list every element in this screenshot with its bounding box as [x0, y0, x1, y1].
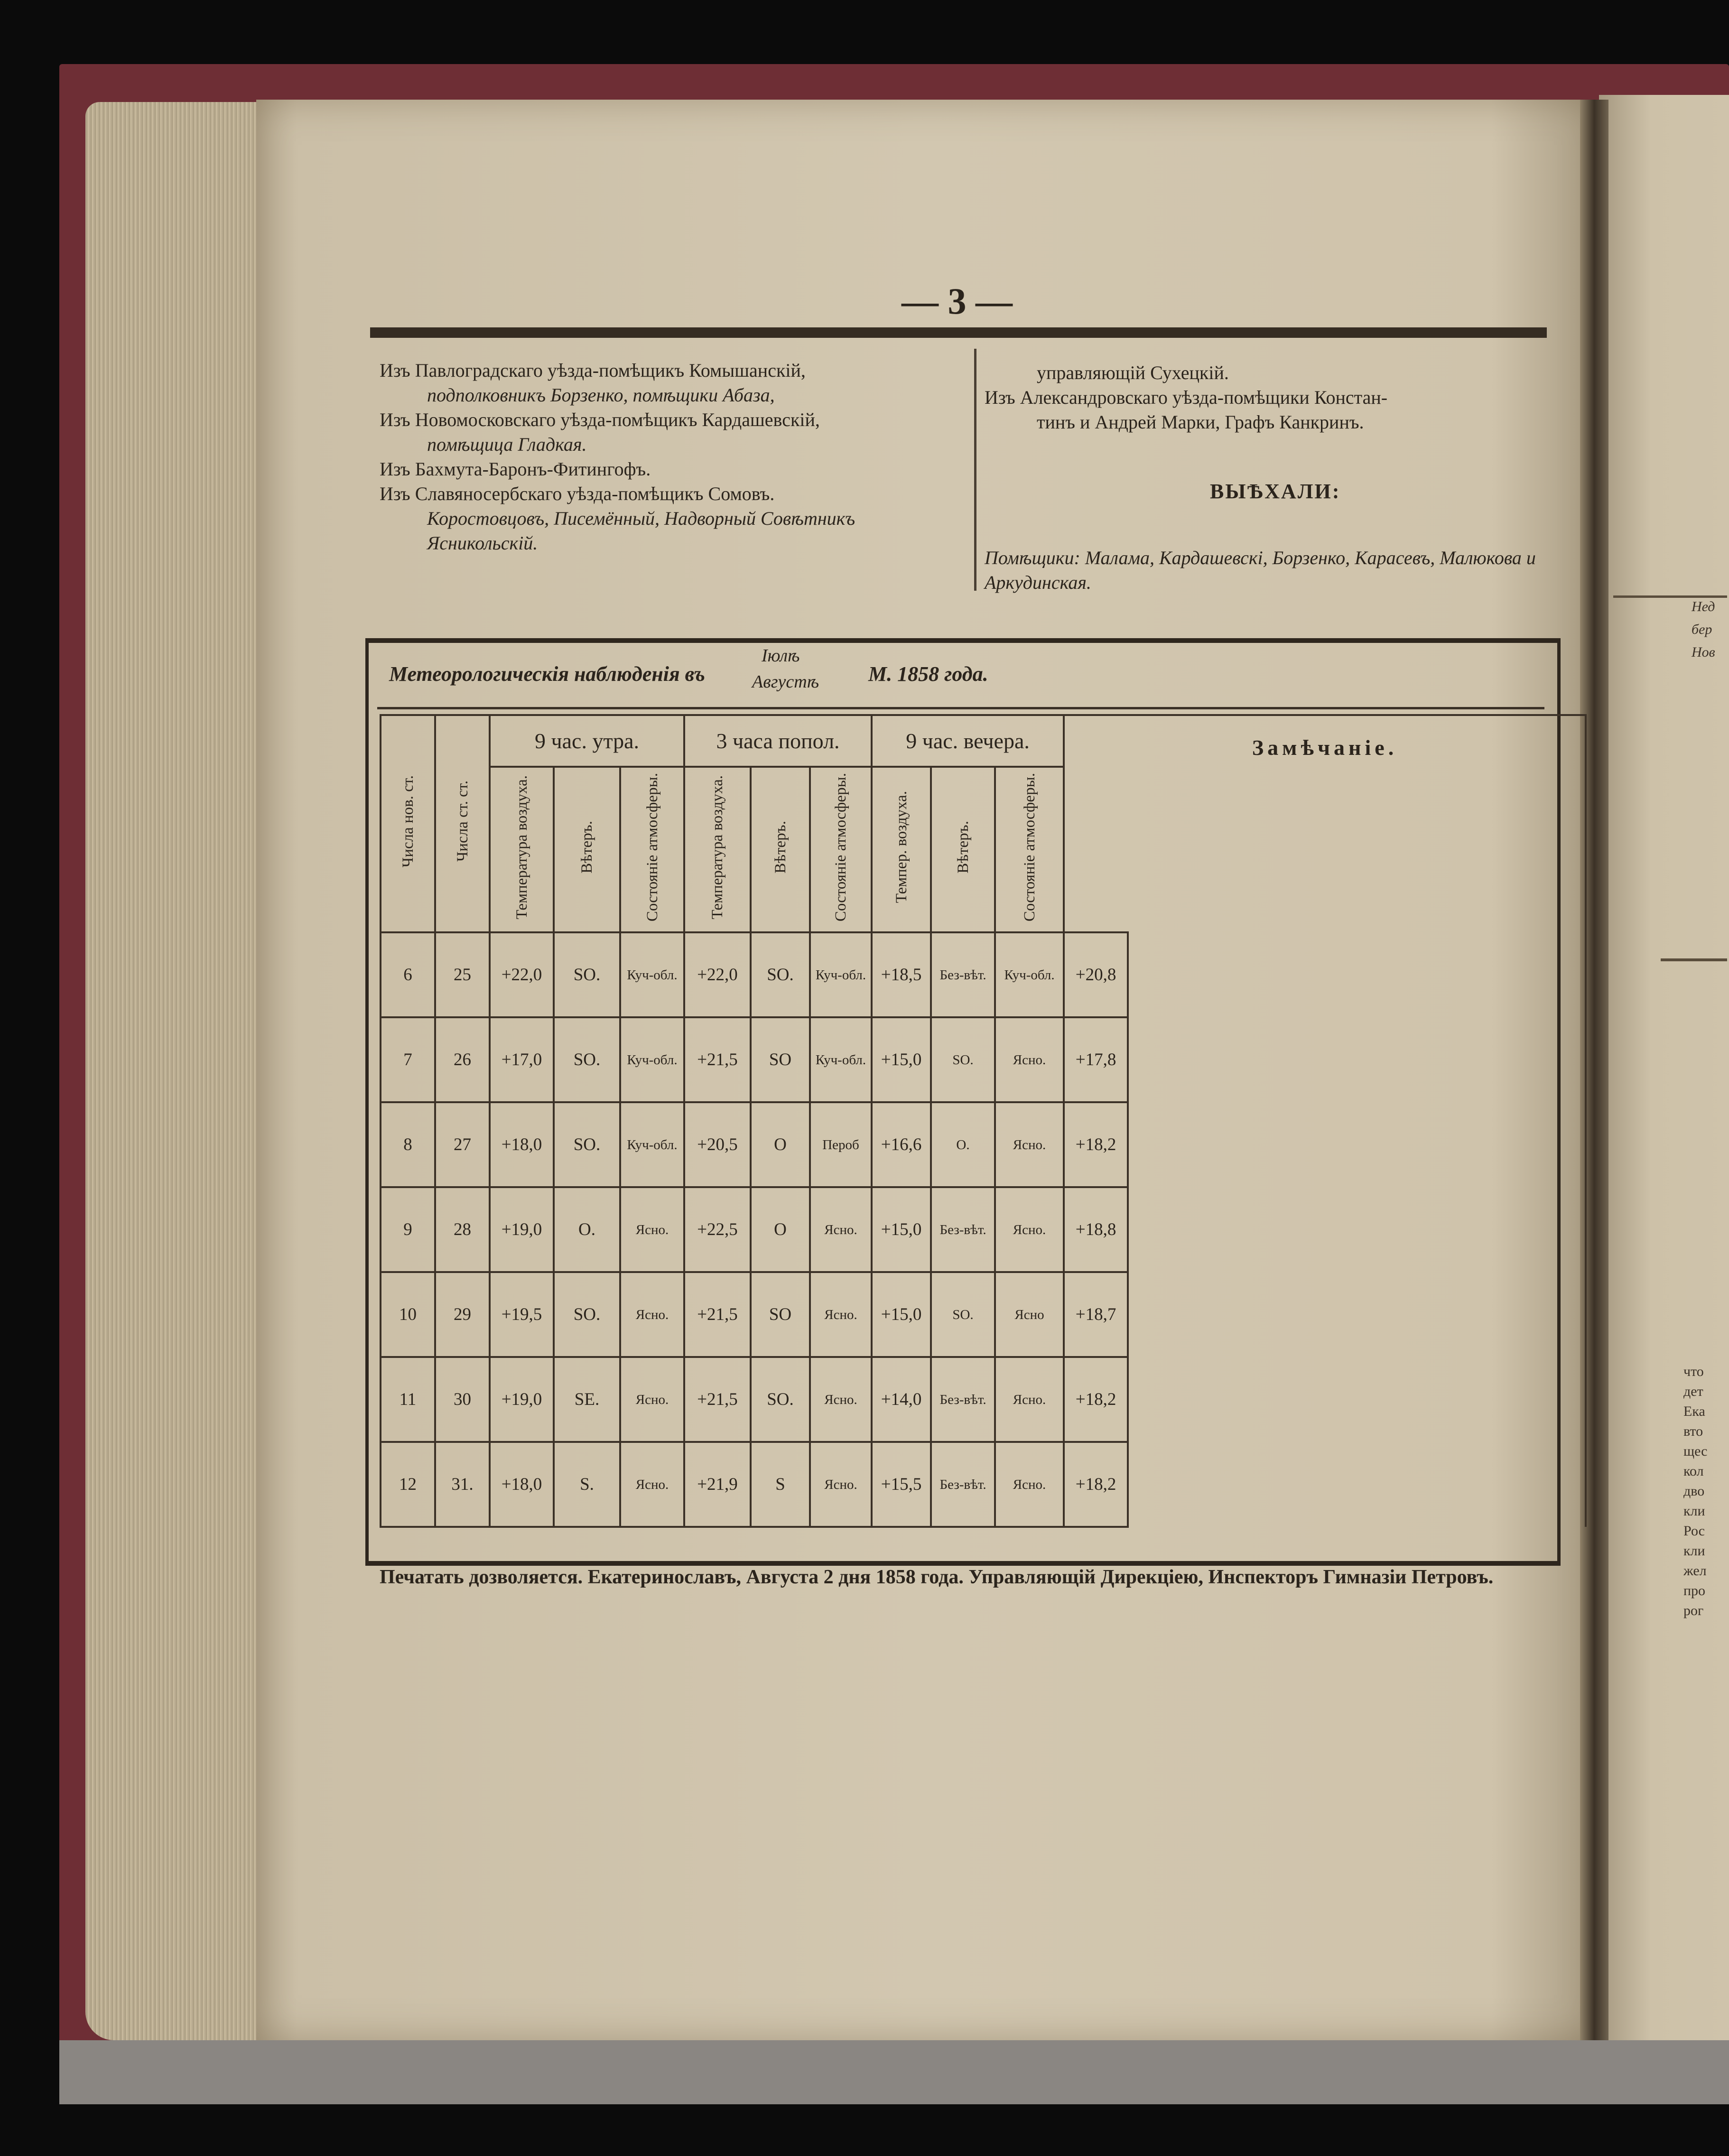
fragment-line: рог: [1683, 1603, 1704, 1618]
cell-atmos-afternoon: Ясно.: [810, 1187, 872, 1272]
cell-temp-morning: +17,0: [490, 1017, 554, 1102]
fragment-line: Нед: [1692, 599, 1715, 614]
page-edges: [85, 102, 266, 2040]
cell-daily-mean: +18,2: [1064, 1357, 1128, 1442]
cell-temp-morning: +19,0: [490, 1357, 554, 1442]
header-rule: [370, 327, 1547, 338]
cell-atmos-morning: Ясно.: [620, 1357, 684, 1442]
cell-atmos-afternoon: Ясно.: [810, 1272, 872, 1357]
cell-temp-afternoon: +21,5: [684, 1357, 751, 1442]
cell-wind-morning: SE.: [554, 1357, 620, 1442]
cell-daily-mean: +18,2: [1064, 1442, 1128, 1527]
table-caption: Метеорологическія наблюденія въ: [389, 662, 705, 686]
cell-atmos-morning: Куч-обл.: [620, 1102, 684, 1187]
cell-atmos-afternoon: Куч-обл.: [810, 1017, 872, 1102]
cell-temp-afternoon: +21,9: [684, 1442, 751, 1527]
cell-atmos-morning: Куч-обл.: [620, 932, 684, 1017]
cell-daily-mean: +18,2: [1064, 1102, 1128, 1187]
weather-table: [380, 714, 1587, 1528]
cell-wind-morning: SO.: [554, 1102, 620, 1187]
cell-temp-morning: +18,0: [490, 1442, 554, 1527]
cell-day-new: 11: [381, 1357, 435, 1442]
cell-day-new: 12: [381, 1442, 435, 1527]
header-wind-evening: Вѣтеръ.: [931, 767, 995, 932]
cell-temp-evening: +15,0: [872, 1187, 931, 1272]
cell-atmos-afternoon: Пероб: [810, 1102, 872, 1187]
arrived-line: тинъ и Андрей Марки, Графъ Канкринъ.: [1037, 411, 1364, 433]
cell-temp-evening: +18,5: [872, 932, 931, 1017]
arrived-line: Изъ Бахмута-Баронъ-Фитингофъ.: [380, 458, 651, 480]
month-august: Августѣ: [752, 672, 819, 692]
fragment-line: бер: [1692, 622, 1712, 637]
arrived-line: Ясникольскій.: [427, 532, 538, 554]
fragment-line: кол: [1683, 1463, 1704, 1479]
cell-atmos-morning: Ясно.: [620, 1442, 684, 1527]
cell-atmos-afternoon: Куч-обл.: [810, 932, 872, 1017]
column-divider: [974, 349, 976, 591]
header-day-new: Числа нов. ст.: [381, 715, 435, 932]
cell-day-new: 8: [381, 1102, 435, 1187]
header-wind-afternoon: Вѣтеръ.: [751, 767, 810, 932]
caption-underline: [377, 707, 1544, 709]
cell-daily-mean: +17,8: [1064, 1017, 1128, 1102]
arrived-line: Изъ Славяносербскаго уѣзда-помѣщикъ Сомовъ.: [380, 483, 775, 504]
cell-wind-evening: Без-вѣт.: [931, 1187, 995, 1272]
cell-wind-afternoon: SO: [751, 1017, 810, 1102]
weather-table-body: [381, 932, 1586, 1527]
fragment-line: дво: [1683, 1483, 1705, 1499]
cell-atmos-afternoon: Ясно.: [810, 1442, 872, 1527]
header-temp-evening: Темпер. воздуха.: [872, 767, 931, 932]
cell-temp-evening: +15,0: [872, 1017, 931, 1102]
fragment-line: Нов: [1692, 644, 1715, 660]
table-row: [381, 932, 1586, 1017]
cell-atmos-morning: Ясно.: [620, 1272, 684, 1357]
imprint: Печатать дозволяется. Екатеринославъ, Августа 2 дня 1858 года. Управляющій Дирекціею, Инспекторъ Гимназіи Петровъ.: [380, 1566, 1494, 1588]
cell-temp-evening: +14,0: [872, 1357, 931, 1442]
table-caption-months: [752, 643, 819, 695]
cell-daily-mean: +18,7: [1064, 1272, 1128, 1357]
arrived-line: управляющій Сухецкій.: [1037, 362, 1229, 383]
right-page-top-fragment: [1692, 595, 1715, 664]
cell-temp-afternoon: +20,5: [684, 1102, 751, 1187]
fragment-line: щес: [1683, 1443, 1708, 1459]
notes-column: [1128, 932, 1586, 1527]
cell-temp-afternoon: +21,5: [684, 1017, 751, 1102]
cell-wind-morning: S.: [554, 1442, 620, 1527]
fragment-line: кли: [1683, 1503, 1705, 1519]
cell-wind-afternoon: SO.: [751, 1357, 810, 1442]
cell-wind-evening: O.: [931, 1102, 995, 1187]
cell-temp-evening: +16,6: [872, 1102, 931, 1187]
cell-atmos-evening: Ясно.: [995, 1187, 1064, 1272]
cell-day-old: 28: [435, 1187, 490, 1272]
cell-wind-evening: SO.: [931, 1017, 995, 1102]
cell-wind-evening: Без-вѣт.: [931, 932, 995, 1017]
header-wind-morning: Вѣтеръ.: [554, 767, 620, 932]
header-evening: 9 час. вечера.: [872, 715, 1064, 767]
header-notes: Замѣчаніе.: [1064, 715, 1586, 932]
table-caption-year: М. 1858 года.: [868, 662, 988, 686]
cell-wind-morning: SO.: [554, 1272, 620, 1357]
cell-temp-evening: +15,5: [872, 1442, 931, 1527]
right-page-rule: [1661, 958, 1727, 961]
arrived-line: подполковникъ Борзенко, помѣщики Абаза,: [427, 384, 775, 406]
arrived-line: Изъ Александровскаго уѣзда-помѣщики Констан-: [985, 387, 1388, 408]
cell-day-old: 30: [435, 1357, 490, 1442]
cell-wind-afternoon: O: [751, 1102, 810, 1187]
cell-temp-morning: +19,5: [490, 1272, 554, 1357]
fragment-line: дет: [1683, 1384, 1703, 1399]
right-page: [1599, 95, 1729, 2040]
cell-wind-afternoon: O: [751, 1187, 810, 1272]
cell-day-old: 29: [435, 1272, 490, 1357]
cell-atmos-afternoon: Ясно.: [810, 1357, 872, 1442]
cell-temp-evening: +15,0: [872, 1272, 931, 1357]
cell-day-new: 6: [381, 932, 435, 1017]
cell-wind-evening: Без-вѣт.: [931, 1442, 995, 1527]
cell-wind-morning: SO.: [554, 932, 620, 1017]
header-atmos-afternoon: Состояніе атмосферы.: [810, 767, 872, 932]
cell-atmos-evening: Ясно.: [995, 1442, 1064, 1527]
cell-wind-afternoon: SO.: [751, 932, 810, 1017]
background-strip: [59, 2040, 1729, 2104]
header-temp-morning: Температура воздуха.: [490, 767, 554, 932]
fragment-line: Ека: [1683, 1403, 1705, 1419]
fragment-line: вто: [1683, 1423, 1703, 1439]
cell-temp-morning: +22,0: [490, 932, 554, 1017]
cell-day-old: 26: [435, 1017, 490, 1102]
month-july: Іюлѣ: [762, 646, 800, 666]
cell-atmos-morning: Куч-обл.: [620, 1017, 684, 1102]
cell-wind-morning: SO.: [554, 1017, 620, 1102]
cell-day-new: 10: [381, 1272, 435, 1357]
fragment-line: про: [1683, 1583, 1706, 1598]
cell-day-new: 7: [381, 1017, 435, 1102]
right-page-lower-fragment: [1683, 1362, 1707, 1621]
arrived-line: Коростовцовъ, Писемённый, Надворный Совѣтникъ: [427, 508, 855, 529]
fragment-line: жел: [1683, 1563, 1707, 1579]
header-day-old: Числа ст. ст.: [435, 715, 490, 932]
arrived-line: Изъ Новомосковскаго уѣзда-помѣщикъ Кардашевскій,: [380, 409, 820, 430]
departed-heading: ВЫѢХАЛИ:: [1210, 480, 1341, 503]
cell-wind-evening: SO.: [931, 1272, 995, 1357]
cell-day-old: 25: [435, 932, 490, 1017]
arrived-line: Изъ Павлоградскаго уѣзда-помѣщикъ Комышанскій,: [380, 360, 806, 381]
fragment-line: Рос: [1683, 1523, 1705, 1539]
arrived-right-column: [985, 361, 1554, 435]
arrived-line: помѣщица Гладкая.: [427, 434, 587, 455]
cell-atmos-evening: Куч-обл.: [995, 932, 1064, 1017]
header-morning: 9 час. утра.: [490, 715, 684, 767]
cell-atmos-morning: Ясно.: [620, 1187, 684, 1272]
cell-temp-morning: +19,0: [490, 1187, 554, 1272]
cell-temp-afternoon: +22,0: [684, 932, 751, 1017]
cell-day-old: 31.: [435, 1442, 490, 1527]
cell-wind-morning: O.: [554, 1187, 620, 1272]
header-atmos-evening: Состояніе атмосферы.: [995, 767, 1064, 932]
header-atmos-morning: Состояніе атмосферы.: [620, 767, 684, 932]
cell-wind-evening: Без-вѣт.: [931, 1357, 995, 1442]
departed-text: Помѣщики: Малама, Кардашевскі, Борзенко, Карасевъ, Малюкова и Аркудинская.: [985, 547, 1536, 593]
cell-daily-mean: +18,8: [1064, 1187, 1128, 1272]
cell-temp-afternoon: +22,5: [684, 1187, 751, 1272]
cell-temp-afternoon: +21,5: [684, 1272, 751, 1357]
cell-daily-mean: +20,8: [1064, 932, 1128, 1017]
cell-day-new: 9: [381, 1187, 435, 1272]
header-temp-afternoon: Температура воздуха.: [684, 767, 751, 932]
cell-atmos-evening: Ясно.: [995, 1102, 1064, 1187]
cell-atmos-evening: Ясно.: [995, 1017, 1064, 1102]
cell-day-old: 27: [435, 1102, 490, 1187]
cell-atmos-evening: Ясно.: [995, 1357, 1064, 1442]
cell-wind-afternoon: S: [751, 1442, 810, 1527]
cell-wind-afternoon: SO: [751, 1272, 810, 1357]
fragment-line: что: [1683, 1364, 1704, 1379]
fragment-line: кли: [1683, 1543, 1705, 1559]
header-afternoon: 3 часа попол.: [684, 715, 872, 767]
page-number: — 3 —: [902, 280, 1013, 322]
cell-temp-morning: +18,0: [490, 1102, 554, 1187]
cell-atmos-evening: Ясно: [995, 1272, 1064, 1357]
arrived-left-column: [380, 358, 963, 556]
